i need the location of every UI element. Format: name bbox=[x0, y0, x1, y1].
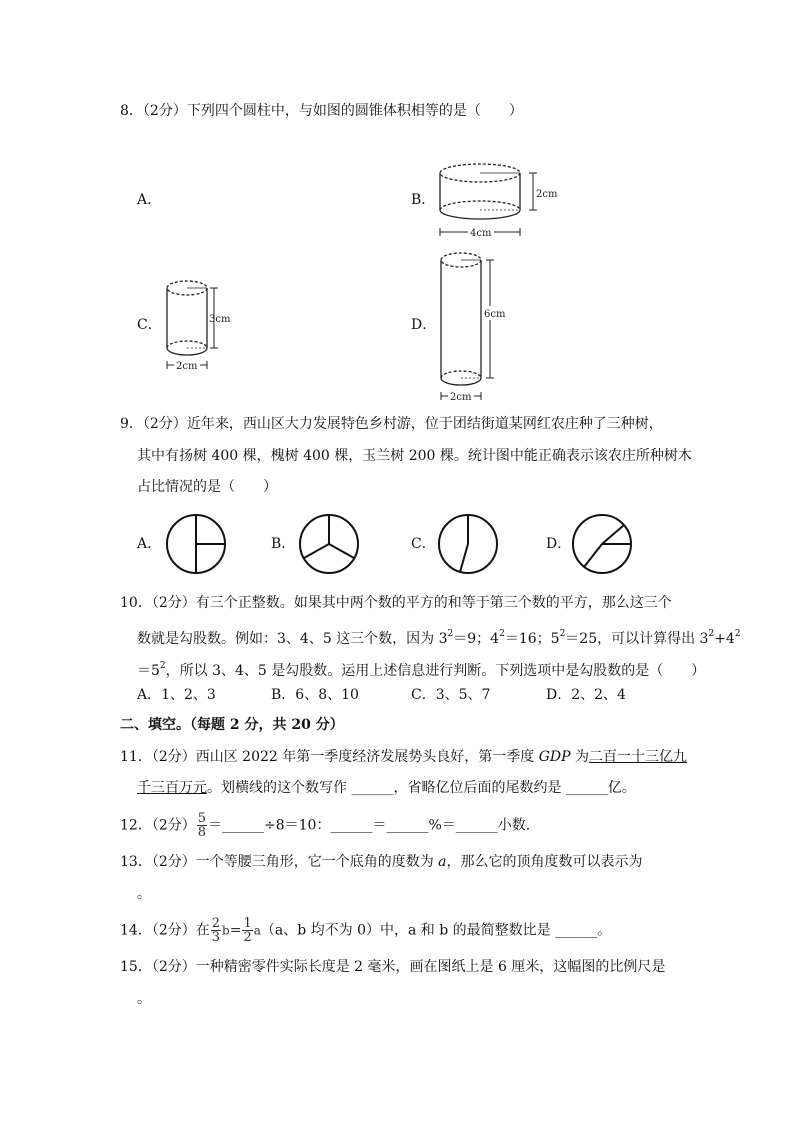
cylinder-d-height-label: 6cm bbox=[484, 309, 506, 320]
q11-line-1: 11．（2分）西山区 2022 年第一季度经济发展势头良好，第一季度 GDP 为二百一十三亿九 bbox=[120, 749, 687, 765]
cylinder-c-width-label: 2cm bbox=[176, 361, 198, 372]
q10-line-2: 数就是勾股数。例如：3、4、5 这三个数，因为 $3^2=9$；$4^2=16$；$5^2=25$，可以计算得出 $3^2+4^2$ bbox=[137, 629, 741, 647]
cylinder-b-width-label: 4cm bbox=[470, 228, 492, 239]
cylinder-c-figure bbox=[160, 276, 240, 372]
pie-option-c bbox=[436, 513, 500, 575]
q11-underlined-number-part-2: 千三百万元 bbox=[137, 780, 207, 796]
q10-option-c: C．3、5、7 bbox=[411, 687, 491, 703]
q8-option-a: A． bbox=[137, 192, 162, 208]
q12-fraction: $\frac{5}{8}$ bbox=[197, 811, 207, 840]
q8-option-c: C． bbox=[137, 317, 162, 333]
cylinder-b-height-label: 2cm bbox=[536, 189, 558, 200]
q10-line-3: $=5^2$，所以 3、4、5 是勾股数。运用上述信息进行判断。下列选项中是勾股数的是（ ） bbox=[137, 661, 706, 679]
q10-option-b: B．6、8、10 bbox=[271, 687, 359, 703]
section-heading-fill-in: 二、填空。（每题 2 分，共 20 分） bbox=[120, 717, 344, 733]
q10-option-d: D．2、2、4 bbox=[546, 687, 626, 703]
q11-line-2: 千三百万元。划横线的这个数写作 ______，省略亿位后面的尾数约是 ______亿。 bbox=[137, 780, 636, 796]
cylinder-b-figure bbox=[430, 160, 558, 244]
cylinder-d-width-label: 2cm bbox=[450, 392, 472, 403]
q9-line-3: 占比情况的是（ ） bbox=[137, 479, 277, 495]
q14-fraction-1: $\frac{2}{3}$ bbox=[211, 916, 221, 945]
q8-option-d: D． bbox=[411, 317, 437, 333]
q14-fraction-2: $\frac{1}{2}$ bbox=[243, 916, 252, 945]
cylinder-d-figure bbox=[434, 248, 514, 402]
pie-option-d bbox=[570, 513, 634, 575]
q10-line-1: 10．（2分）有三个正整数。如果其中两个数的平方的和等于第三个数的平方，那么这三个 bbox=[120, 595, 672, 611]
q9-option-d: D． bbox=[546, 536, 572, 552]
cylinder-c-height-label: 3cm bbox=[209, 314, 231, 325]
q13-line-2: 。 bbox=[137, 886, 151, 902]
q10-option-a: A．1、2、3 bbox=[137, 687, 216, 703]
q8-option-b: B． bbox=[411, 192, 436, 208]
pie-option-a bbox=[164, 513, 228, 575]
q9-option-b: B． bbox=[271, 536, 296, 552]
q15-line-2: 。 bbox=[137, 991, 151, 1007]
pie-option-b bbox=[297, 513, 361, 575]
q9-line-2: 其中有扬树 400 棵，槐树 400 棵，玉兰树 200 棵。统计图中能正确表示该农庄所种树木 bbox=[137, 448, 692, 464]
q15-line-1: 15．（2分）一种精密零件实际长度是 2 毫米，画在图纸上是 6 厘米，这幅图的比例尺是 bbox=[120, 959, 666, 975]
q9-option-c: C． bbox=[411, 536, 436, 552]
q12-line: 12．（2分） $\frac{5}{8}$ ＝______÷8＝10：______＝______%＝______小数. bbox=[120, 811, 531, 840]
q9-option-a: A． bbox=[137, 536, 162, 552]
q9-line-1: 9．（2分）近年来，西山区大力发展特色乡村游，位于团结街道某网红农庄种了三种树， bbox=[120, 416, 663, 432]
q11-underlined-number-part-1: 二百一十三亿九 bbox=[588, 749, 687, 765]
q13-line-1: 13．（2分）一个等腰三角形，它一个底角的度数为 a，那么它的顶角度数可以表示为 bbox=[120, 854, 643, 870]
q8-stem: 8．（2分）下列四个圆柱中，与如图的圆锥体积相等的是（ ） bbox=[120, 103, 523, 119]
q14-line: 14．（2分）在 $\frac{2}{3}$ b= $\frac{1}{2}$ a（a、b 均不为 0）中，a 和 b 的最简整数比是 ______。 bbox=[120, 916, 612, 945]
